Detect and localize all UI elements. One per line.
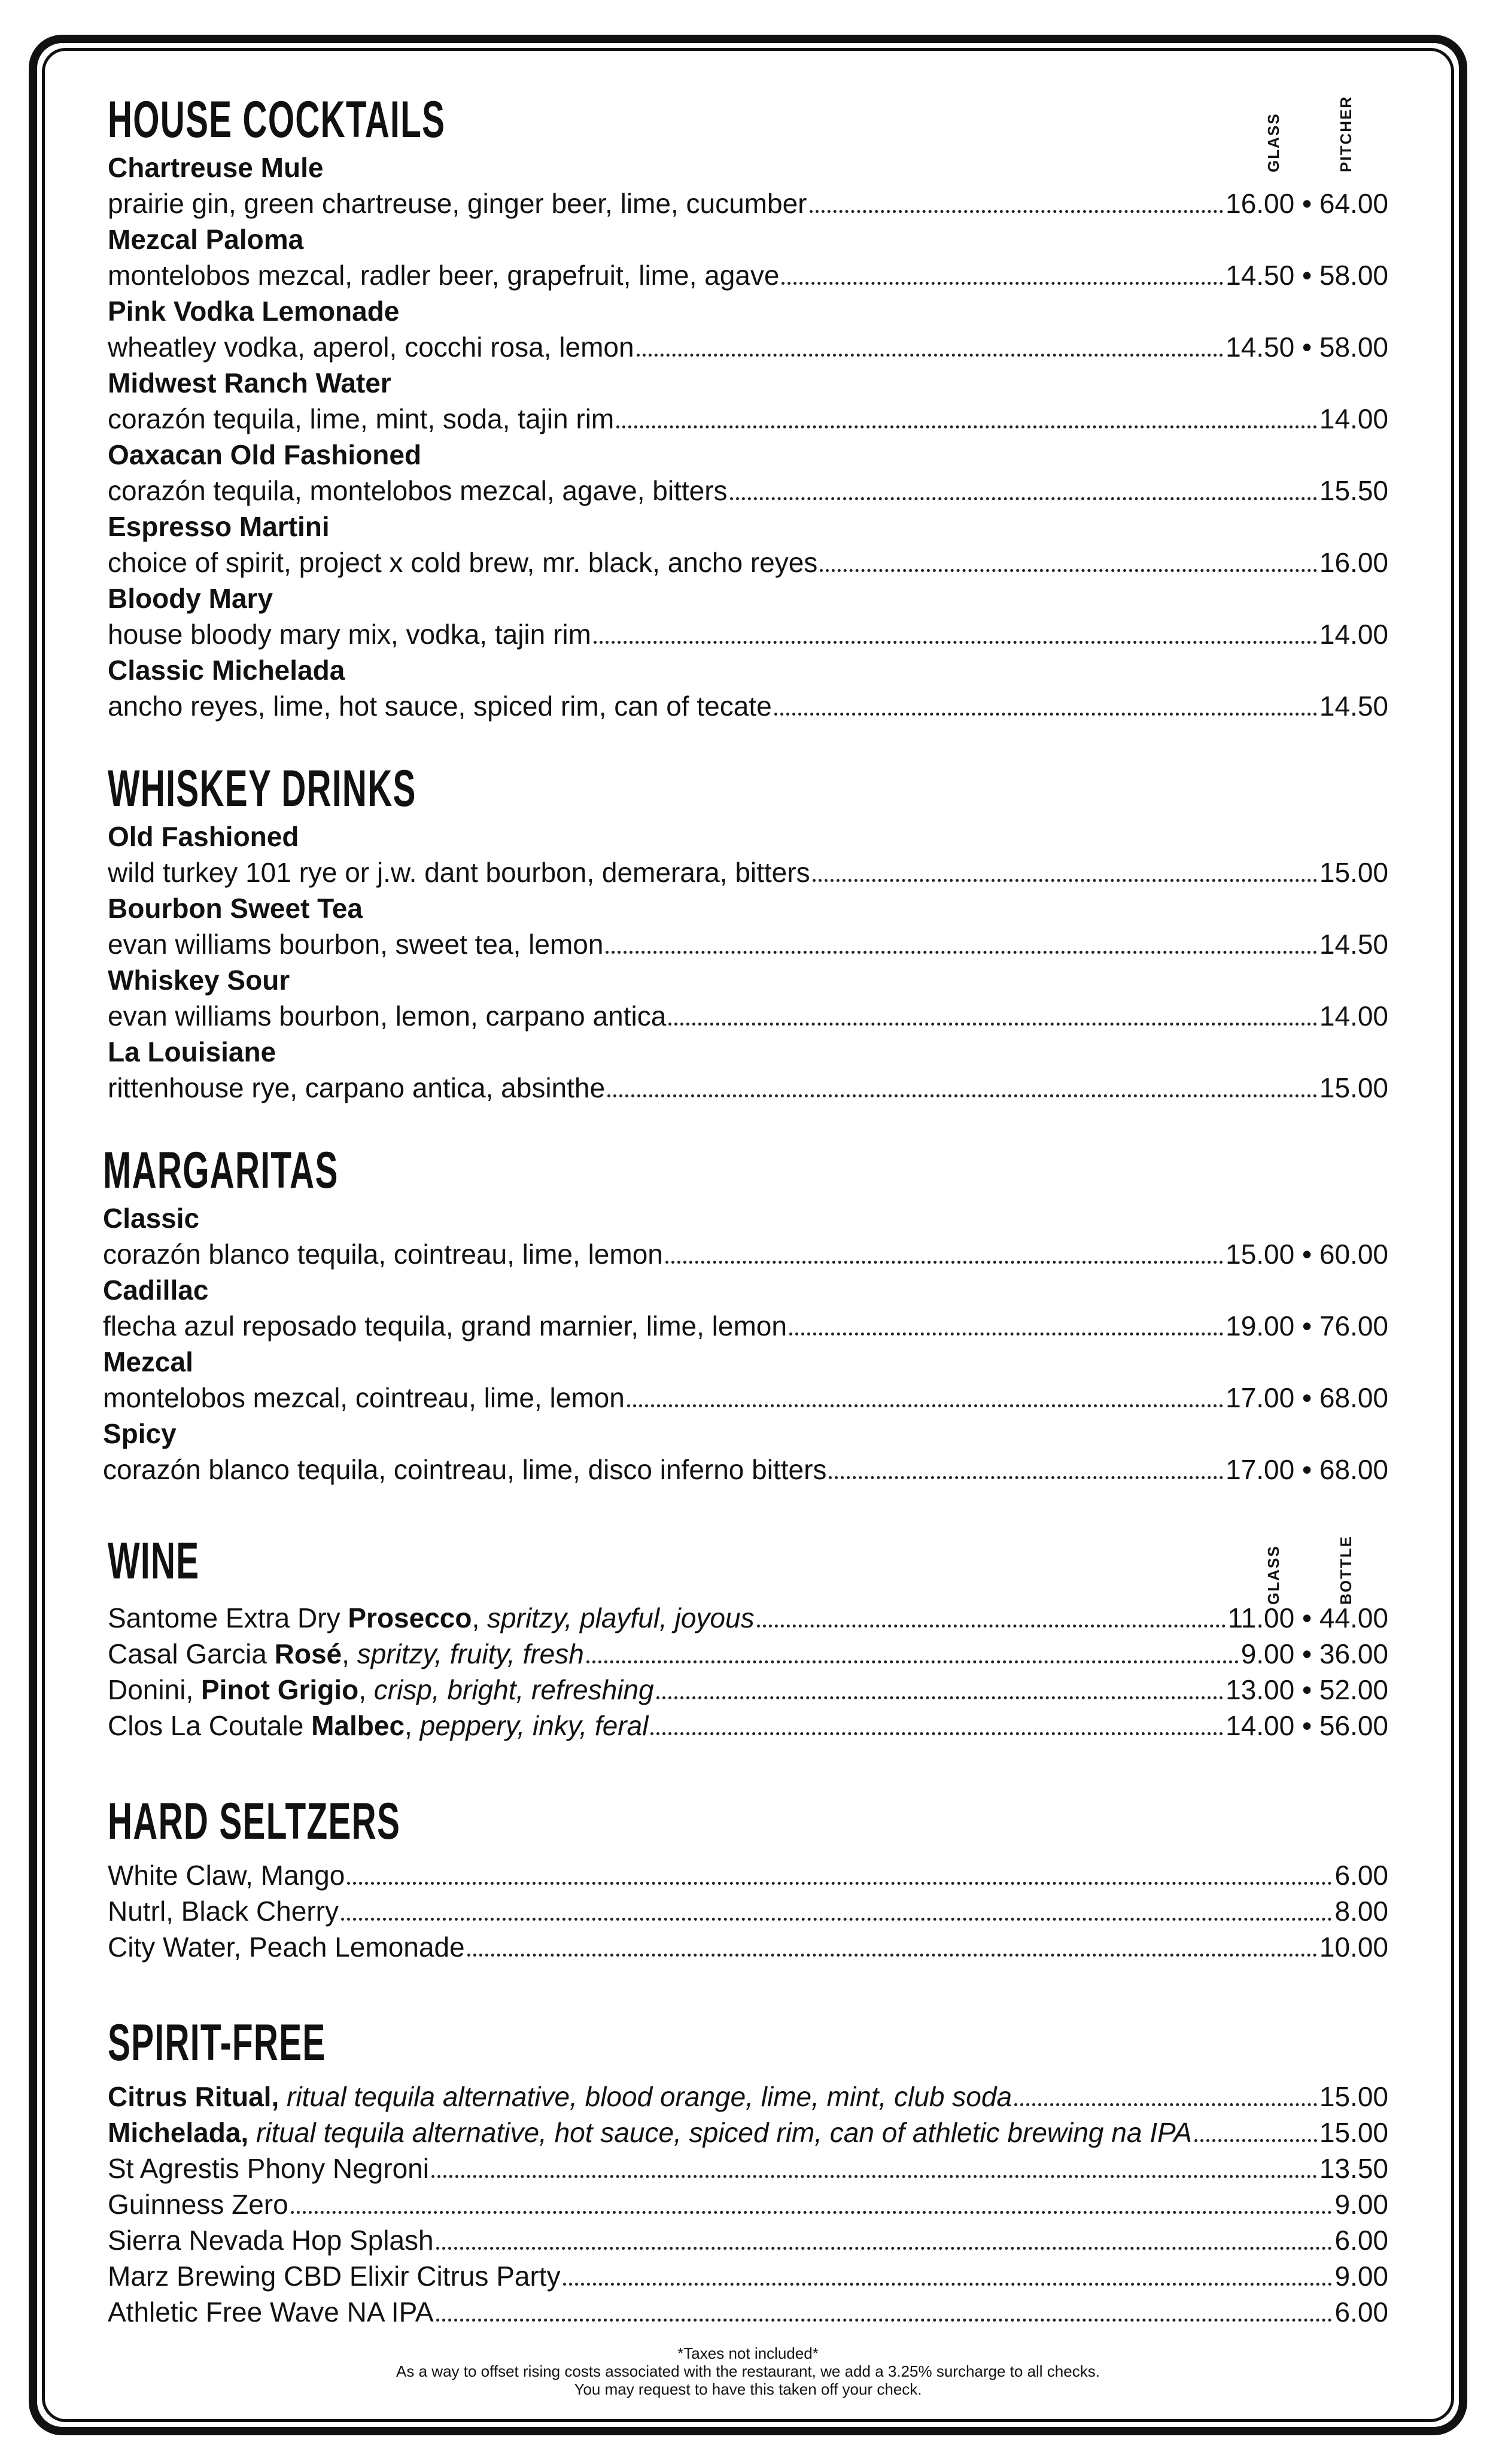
menu-line [108, 1929, 1388, 1965]
item-name: Sierra Nevada Hop Splash [108, 2225, 434, 2256]
menu-line [108, 544, 1388, 580]
item-name: Midwest Ranch Water [108, 367, 391, 399]
wine-notes: crisp, bright, refreshing [373, 1674, 654, 1705]
menu-item [103, 1416, 1388, 1487]
item-name: Whiskey Sour [108, 965, 290, 996]
wine-producer: Santome Extra Dry [108, 1602, 340, 1633]
item-name: Bourbon Sweet Tea [108, 893, 363, 924]
menu-line [108, 1070, 1388, 1106]
item-name: Chartreuse Mule [108, 152, 324, 183]
dot-leader [757, 1625, 1226, 1628]
item-description: montelobos mezcal, radler beer, grapefruit, lime, agave [108, 260, 780, 291]
menu-line [108, 688, 1388, 724]
item-description: rittenhouse rye, carpano antica, absinthe [108, 1072, 606, 1103]
item-name: Nutrl, Black Cherry [108, 1896, 339, 1927]
item-name: Mezcal Paloma [108, 224, 304, 255]
menu-item [108, 293, 1388, 365]
section-title: WINE [108, 1532, 200, 1590]
item-price: 9.00 [1334, 2189, 1388, 2220]
item-price: 15.00 [1319, 2117, 1388, 2148]
menu-item [108, 652, 1388, 724]
menu-line [108, 1600, 1388, 1636]
spirit-free-list [108, 2079, 1388, 2330]
item-price: 6.00 [1334, 1860, 1388, 1891]
menu-line [108, 401, 1388, 437]
menu-line [108, 2222, 1388, 2258]
dot-leader [829, 1476, 1223, 1479]
menu-item [108, 1034, 1388, 1106]
item-price: 14.50 [1319, 690, 1388, 722]
menu-line [108, 2186, 1388, 2222]
item-name: Oaxacan Old Fashioned [108, 439, 422, 470]
item-description: choice of spirit, project x cold brew, mr. black, ancho reyes [108, 547, 818, 578]
menu-line [103, 1452, 1388, 1487]
wine-producer: Clos La Coutale [108, 1710, 304, 1741]
column-header-bottle: BOTTLE [1337, 1535, 1355, 1605]
section-title: WHISKEY DRINKS [108, 760, 416, 817]
dot-leader [431, 2175, 1317, 2178]
item-price: 15.00 [1319, 2081, 1388, 2112]
item-description: evan williams bourbon, lemon, carpano antica [108, 1000, 667, 1032]
dot-leader [436, 2247, 1333, 2250]
item-name: Pink Vodka Lemonade [108, 296, 400, 327]
item-price: 17.00 • 68.00 [1226, 1382, 1388, 1413]
dot-leader [436, 2319, 1333, 2322]
section-spacer [108, 1487, 1388, 1522]
dot-leader [810, 210, 1224, 213]
dot-leader [637, 354, 1224, 357]
menu-item [108, 150, 1388, 221]
item-price: 16.00 [1319, 547, 1388, 578]
menu-line [108, 2294, 1388, 2330]
menu-line [108, 2079, 1388, 2115]
menu-line [103, 1380, 1388, 1416]
featured-description [108, 2115, 1192, 2150]
menu-item [108, 580, 1388, 652]
menu-line [108, 926, 1388, 962]
whiskey-drinks-list [108, 819, 1388, 1106]
column-header-pitcher: PITCHER [1337, 95, 1355, 172]
item-price: 14.00 [1319, 1000, 1388, 1032]
item-description: corazón blanco tequila, cointreau, lime, lemon [103, 1239, 663, 1270]
item-name: White Claw, Mango [108, 1860, 345, 1891]
item-price: 15.00 [1319, 857, 1388, 888]
section-title: HARD SELTZERS [108, 1793, 401, 1850]
item-description: corazón tequila, lime, mint, soda, tajin rim [108, 403, 615, 434]
dot-leader [813, 879, 1317, 882]
menu-line [103, 1308, 1388, 1344]
footnote [0, 2344, 1496, 2398]
dot-leader [650, 1732, 1223, 1735]
menu-item [108, 962, 1388, 1034]
item-price: 15.00 [1319, 1072, 1388, 1103]
menu-item [108, 365, 1388, 437]
wine-notes: spritzy, fruity, fresh [357, 1638, 584, 1669]
section-whiskey-drinks [108, 759, 1388, 1106]
menu-line [108, 1857, 1388, 1893]
dot-leader [782, 282, 1223, 285]
item-description: corazón blanco tequila, cointreau, lime, disco inferno bitters [103, 1454, 827, 1485]
menu-item [103, 1272, 1388, 1344]
menu-line [108, 1672, 1388, 1708]
menu-line [108, 2258, 1388, 2294]
menu-item [108, 819, 1388, 890]
menu-line [108, 1636, 1388, 1672]
menu-item [108, 437, 1388, 509]
item-description: prairie gin, green chartreuse, ginger beer, lime, cucumber [108, 188, 807, 219]
menu-line [108, 257, 1388, 293]
dot-leader [627, 1404, 1223, 1407]
menu-item [108, 221, 1388, 293]
item-name: Mezcal [103, 1346, 193, 1377]
item-price: 14.00 • 56.00 [1226, 1710, 1388, 1741]
item-name: Bloody Mary [108, 583, 273, 614]
item-description: flecha azul reposado tequila, grand marnier, lime, lemon [103, 1310, 787, 1341]
menu-content [103, 90, 1388, 2330]
margaritas-list [103, 1200, 1388, 1487]
item-description: montelobos mezcal, cointreau, lime, lemon [103, 1382, 625, 1413]
menu-item [103, 1344, 1388, 1416]
dot-leader [1014, 2103, 1317, 2106]
menu-line [108, 1708, 1388, 1744]
menu-line [108, 616, 1388, 652]
featured-name: Citrus Ritual, [108, 2081, 279, 2112]
menu-item [108, 890, 1388, 962]
item-description: house bloody mary mix, vodka, tajin rim [108, 619, 591, 650]
menu-line [103, 1236, 1388, 1272]
dot-leader [656, 1696, 1223, 1699]
wine-producer: Donini, [108, 1674, 194, 1705]
dot-leader [347, 1882, 1332, 1885]
item-name: Classic [103, 1203, 200, 1234]
wine-description: Clos La Coutale Malbec, peppery, inky, feral [108, 1710, 649, 1741]
item-price: 16.00 • 64.00 [1226, 188, 1388, 219]
item-description: corazón tequila, montelobos mezcal, agave, bitters [108, 475, 728, 506]
item-description: wild turkey 101 rye or j.w. dant bourbon, demerara, bitters [108, 857, 810, 888]
item-name: Athletic Free Wave NA IPA [108, 2296, 434, 2328]
footnote-removal: You may request to have this taken off your check. [574, 2380, 922, 2398]
dot-leader [594, 641, 1317, 644]
column-header-glass: GLASS [1264, 112, 1282, 172]
item-name: St Agrestis Phony Negroni [108, 2153, 429, 2184]
dot-leader [789, 1333, 1223, 1336]
wine-varietal: Pinot Grigio [200, 1674, 359, 1705]
wine-list [108, 1600, 1388, 1744]
wine-producer: Casal Garcia [108, 1638, 267, 1669]
featured-name: Michelada, [108, 2117, 249, 2148]
footnote-taxes: *Taxes not included* [677, 2344, 819, 2362]
item-price: 13.50 [1319, 2153, 1388, 2184]
item-price: 6.00 [1334, 2225, 1388, 2256]
wine-notes: spritzy, playful, joyous [487, 1602, 755, 1633]
section-hard-seltzers [108, 1791, 1388, 1965]
item-price: 6.00 [1334, 2296, 1388, 2328]
footnote-surcharge: As a way to offset rising costs associated with the restaurant, we add a 3.25% surcharge to all checks. [396, 2362, 1100, 2380]
wine-description: Casal Garcia Rosé, spritzy, fruity, fresh [108, 1638, 584, 1669]
item-name: Marz Brewing CBD Elixir Citrus Party [108, 2261, 561, 2292]
wine-description: Santome Extra Dry Prosecco, spritzy, playful, joyous [108, 1602, 755, 1633]
dot-leader [586, 1660, 1239, 1663]
menu-item [108, 509, 1388, 580]
dot-leader [606, 951, 1316, 954]
item-price: 19.00 • 76.00 [1226, 1310, 1388, 1341]
section-spacer [108, 724, 1388, 759]
item-name: Guinness Zero [108, 2189, 288, 2220]
item-price: 17.00 • 68.00 [1226, 1454, 1388, 1485]
dot-leader [774, 713, 1317, 716]
section-house-cocktails [108, 90, 1388, 724]
menu-item [103, 1200, 1388, 1272]
menu-line [108, 1893, 1388, 1929]
section-title: HOUSE COCKTAILS [108, 91, 446, 148]
item-price: 15.50 [1319, 475, 1388, 506]
menu-line [108, 185, 1388, 221]
featured-details: ritual tequila alternative, hot sauce, spiced rim, can of athletic brewing na IPA [256, 2117, 1192, 2148]
menu-line [108, 998, 1388, 1034]
section-spacer [108, 1965, 1388, 2013]
featured-details: ritual tequila alternative, blood orange, lime, mint, club soda [287, 2081, 1012, 2112]
section-spirit-free [108, 2013, 1388, 2330]
wine-varietal: Malbec [311, 1710, 405, 1741]
dot-leader [341, 1918, 1333, 1921]
item-price: 14.00 [1319, 403, 1388, 434]
item-description: evan williams bourbon, sweet tea, lemon [108, 929, 604, 960]
item-description: ancho reyes, lime, hot sauce, spiced rim, can of tecate [108, 690, 772, 722]
item-name: Cadillac [103, 1274, 209, 1306]
item-price: 14.50 [1319, 929, 1388, 960]
dot-leader [291, 2211, 1333, 2214]
item-price: 9.00 [1334, 2261, 1388, 2292]
hard-seltzers-list [108, 1857, 1388, 1965]
wine-column-headers [1264, 1527, 1355, 1605]
wine-description: Donini, Pinot Grigio, crisp, bright, refreshing [108, 1674, 654, 1705]
wine-varietal: Rosé [274, 1638, 342, 1669]
section-spacer [108, 1106, 1388, 1140]
wine-notes: peppery, inky, feral [419, 1710, 649, 1741]
section-spacer [108, 1744, 1388, 1791]
column-header-glass: GLASS [1264, 1545, 1282, 1605]
dot-leader [1194, 2139, 1317, 2142]
item-price: 14.50 • 58.00 [1226, 331, 1388, 363]
item-name: La Louisiane [108, 1036, 276, 1067]
dot-leader [563, 2283, 1333, 2286]
section-wine [108, 1522, 1388, 1744]
item-name: Old Fashioned [108, 821, 299, 852]
item-price: 11.00 • 44.00 [1227, 1602, 1388, 1633]
item-price: 10.00 [1319, 1931, 1388, 1963]
item-name: City Water, Peach Lemonade [108, 1931, 465, 1963]
dot-leader [616, 425, 1317, 428]
section-title: MARGARITAS [103, 1142, 339, 1199]
section-margaritas [103, 1140, 1388, 1487]
item-price: 15.00 • 60.00 [1226, 1239, 1388, 1270]
dot-leader [730, 497, 1317, 500]
item-name: Espresso Martini [108, 511, 330, 542]
item-name: Classic Michelada [108, 655, 345, 686]
menu-line [108, 329, 1388, 365]
item-price: 8.00 [1334, 1896, 1388, 1927]
dot-leader [665, 1261, 1223, 1264]
house-cocktails-column-headers [1264, 95, 1355, 172]
menu-line [108, 473, 1388, 509]
featured-description [108, 2079, 1012, 2115]
item-price: 13.00 • 52.00 [1226, 1674, 1388, 1705]
section-title: SPIRIT-FREE [108, 2014, 326, 2071]
item-price: 14.50 • 58.00 [1226, 260, 1388, 291]
menu-line [108, 2115, 1388, 2150]
item-price: 14.00 [1319, 619, 1388, 650]
dot-leader [820, 569, 1317, 572]
menu-line [108, 854, 1388, 890]
dot-leader [467, 1954, 1317, 1957]
dot-leader [668, 1023, 1317, 1026]
house-cocktails-list [108, 150, 1388, 724]
item-price: 9.00 • 36.00 [1240, 1638, 1388, 1669]
item-name: Spicy [103, 1418, 177, 1449]
item-description: wheatley vodka, aperol, cocchi rosa, lemon [108, 331, 634, 363]
dot-leader [607, 1094, 1317, 1097]
menu-line [108, 2150, 1388, 2186]
wine-varietal: Prosecco [348, 1602, 472, 1633]
